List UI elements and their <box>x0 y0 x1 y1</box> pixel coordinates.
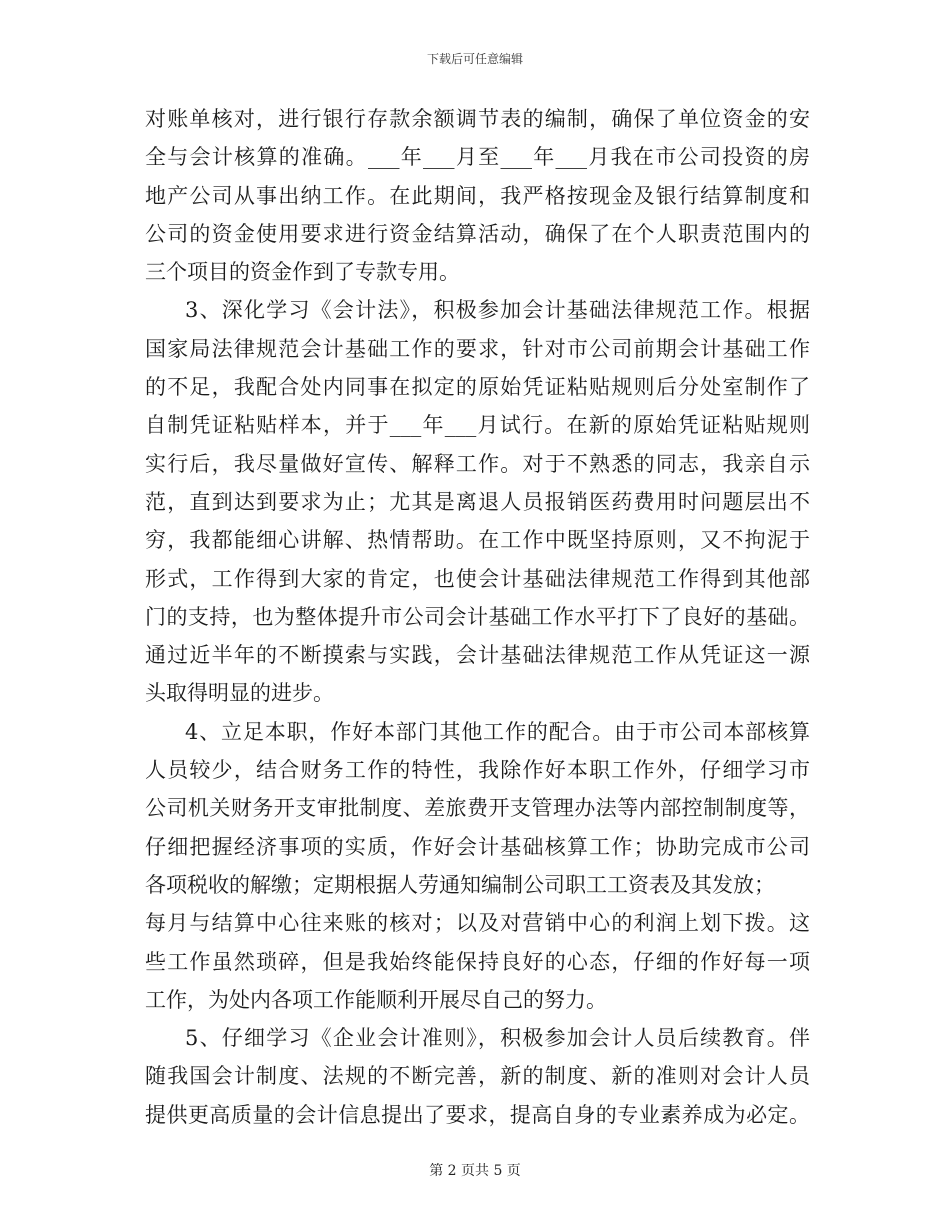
text-line: 门的支持，也为整体提升市公司会计基础工作水平打下了良好的基础。 <box>145 604 810 629</box>
text-line: 对账单核对，进行银行存款余额调节表的编制，确保了单位资金的安 <box>145 107 810 131</box>
paragraph-3-first-line: 3、深化学习《会计法》，积极参加会计基础法律规范工作。根据 <box>185 298 810 323</box>
text-line: 全与会计核算的准确。___年___月至___年___月我在市公司投资的房 <box>145 145 810 170</box>
text-line: 范，直到达到要求为止；尤其是离退人员报销医药费用时问题层出不 <box>145 489 810 514</box>
text-line: 仔细把握经济事项的实质，作好会计基础核算工作；协助完成市公司 <box>145 834 810 859</box>
text-line: 形式，工作得到大家的肯定，也使会计基础法律规范工作得到其他部 <box>145 566 810 591</box>
text-line: 提供更高质量的会计信息提出了要求，提高自身的专业素养成为必定。 <box>145 1102 810 1127</box>
text-line: 穷，我都能细心讲解、热情帮助。在工作中既坚持原则，又不拘泥于 <box>145 528 810 553</box>
text-line: 地产公司从事出纳工作。在此期间，我严格按现金及银行结算制度和 <box>145 183 810 208</box>
text-line: 每月与结算中心往来账的核对；以及对营销中心的利润上划下拨。这 <box>145 911 810 936</box>
text-line: 些工作虽然琐碎，但是我始终能保持良好的心态，仔细的作好每一项 <box>145 949 810 974</box>
text-line: 公司机关财务开支审批制度、差旅费开支管理办法等内部控制制度等， <box>145 796 810 821</box>
text-line: 三个项目的资金作到了专款专用。 <box>145 260 460 285</box>
paragraph-4-first-line: 4、立足本职，作好本部门其他工作的配合。由于市公司本部核算 <box>185 719 810 744</box>
text-line: 各项税收的解缴；定期根据人劳通知编制公司职工工资表及其发放； <box>145 872 775 897</box>
text-line: 人员较少，结合财务工作的特性，我除作好本职工作外，仔细学习市 <box>145 758 810 783</box>
text-line: 通过近半年的不断摸索与实践，会计基础法律规范工作从凭证这一源 <box>145 643 810 668</box>
text-line: 实行后，我尽量做好宣传、解释工作。对于不熟悉的同志，我亲自示 <box>145 451 810 476</box>
text-line: 工作，为处内各项工作能顺利开展尽自己的努力。 <box>145 987 607 1012</box>
text-line: 随我国会计制度、法规的不断完善，新的制度、新的准则对会计人员 <box>145 1064 810 1089</box>
text-line: 头取得明显的进步。 <box>145 681 334 706</box>
paragraph-5-first-line: 5、仔细学习《企业会计准则》，积极参加会计人员后续教育。伴 <box>185 1026 810 1051</box>
document-body <box>145 100 810 1134</box>
text-line: 国家局法律规范会计基础工作的要求，针对市公司前期会计基础工作 <box>145 336 810 361</box>
page-footer: 第 2 页共 5 页 <box>429 1163 521 1179</box>
text-line: 的不足，我配合处内同事在拟定的原始凭证粘贴规则后分处室制作了 <box>145 375 810 400</box>
page-header: 下载后可任意编辑 <box>426 52 523 66</box>
text-line: 自制凭证粘贴样本，并于___年___月试行。在新的原始凭证粘贴规则 <box>145 413 810 438</box>
text-line: 公司的资金使用要求进行资金结算活动，确保了在个人职责范围内的 <box>145 221 810 246</box>
